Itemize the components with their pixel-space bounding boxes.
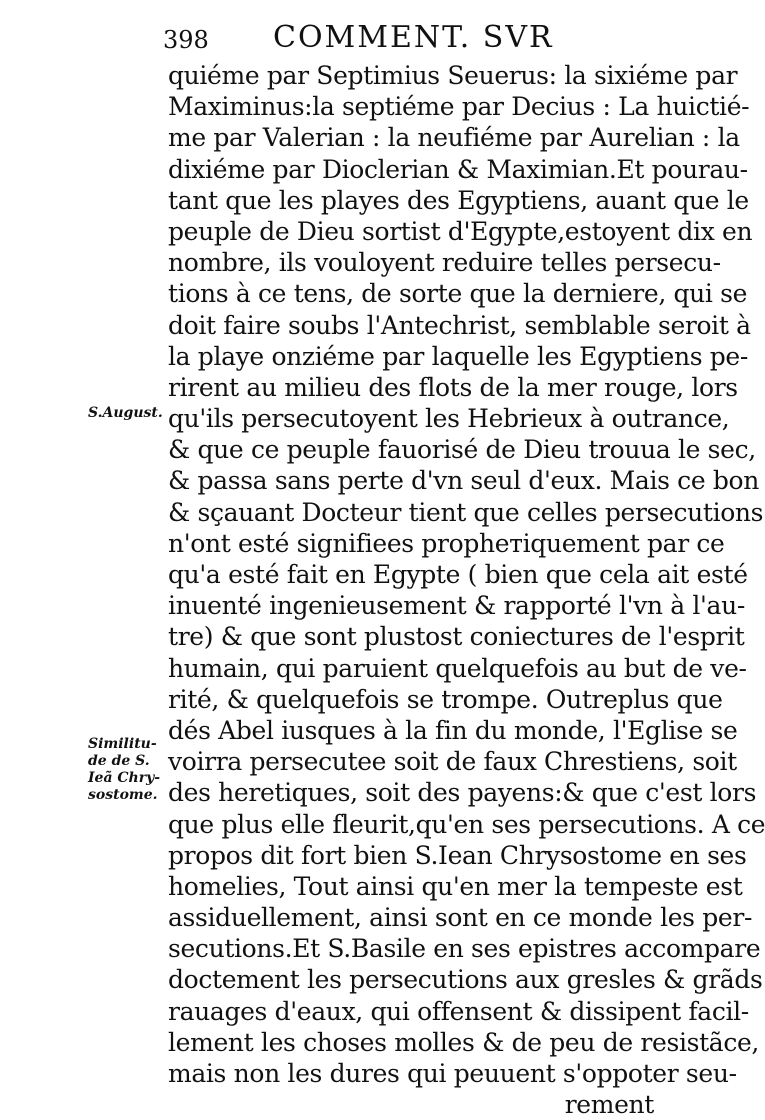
text-line: tions à ce tens, de sorte que la derniere, qui se bbox=[168, 279, 748, 309]
text-line: rauages d'eaux, qui offensent & dissipent facil- bbox=[168, 996, 749, 1026]
text-line: tant que les playes des Egyptiens, auant que le bbox=[168, 185, 749, 215]
text-line: dixiéme par Dioclerian & Maximian.Et pourau- bbox=[168, 154, 748, 184]
margin-note-similitude bbox=[88, 736, 160, 804]
text-line: que plus elle fleurit,qu'en ses persecutions. A ce bbox=[168, 809, 765, 839]
page-number: 398 bbox=[163, 26, 209, 54]
text-line: Maximinus:la septiéme par Decius : La huictié- bbox=[168, 92, 750, 122]
text-line: n'ont esté signifiees propheтiquement par ce bbox=[168, 528, 725, 558]
text-line: doit faire soubs l'Antechrist, semblable seroit à bbox=[168, 310, 751, 340]
text-line: peuple de Dieu sortist d'Egypte,estoyent dix en bbox=[168, 216, 753, 246]
text-line: dés Abel iusques à la fin du monde, l'Eglise se bbox=[168, 715, 738, 745]
body-text bbox=[168, 60, 765, 1120]
margin-note-line: Similitu- bbox=[88, 736, 157, 752]
text-line: rité, & quelquefois se trompe. Outreplus que bbox=[168, 684, 723, 714]
text-line: inuenté ingenieusement & rapporté l'vn à l'au- bbox=[168, 591, 745, 621]
margin-note-line: S.August. bbox=[88, 405, 163, 421]
text-line: lement les choses molles & de peu de resistãce, bbox=[168, 1027, 760, 1057]
running-title: COMMENT. SVR bbox=[273, 20, 554, 55]
margin-note-line: sostome. bbox=[88, 787, 158, 803]
text-line: homelies, Tout ainsi qu'en mer la tempeste est bbox=[168, 871, 743, 901]
text-line: voirra persecutee soit de faux Chrestiens, soit bbox=[168, 747, 737, 777]
text-line: rirent au milieu des flots de la mer rouge, lors bbox=[168, 372, 738, 402]
text-line: quiéme par Septimius Seuerus: la sixiéme par bbox=[168, 61, 738, 90]
margin-note-line: de de S. bbox=[88, 753, 150, 769]
text-line: assiduellement, ainsi sont en ce monde les per- bbox=[168, 903, 753, 933]
running-header bbox=[163, 18, 653, 58]
text-line: mais non les dures qui peuuent s'oppoter seu- bbox=[168, 1059, 737, 1088]
text-line: nombre, ils vouloyent reduire telles persecu- bbox=[168, 248, 721, 278]
text-line: tre) & que sont plustost coniectures de l'esprit bbox=[168, 622, 745, 652]
text-line: qu'ils persecutoyent les Hebrieux à outrance, bbox=[168, 404, 730, 434]
text-line: doctement les persecutions aux gresles & grãds bbox=[168, 965, 763, 995]
text-line: & que ce peuple fauorisé de Dieu trouua le sec, bbox=[168, 435, 756, 465]
text-line: & sçauant Docteur tient que celles persecutions bbox=[168, 497, 764, 527]
text-line: des heretiques, soit des payens:& que c'est lors bbox=[168, 778, 757, 808]
margin-note-line: Ieã Chry- bbox=[88, 770, 161, 786]
text-line: secutions.Et S.Basile en ses epistres accompare bbox=[168, 934, 761, 964]
text-line: & passa sans perte d'vn seul d'eux. Mais ce bon bbox=[168, 466, 759, 496]
text-line: propos dit fort bien S.Iean Chrysostome en ses bbox=[168, 840, 747, 870]
text-line: qu'a esté fait en Egypte ( bien que cela ait esté bbox=[168, 560, 748, 589]
margin-note-augustine bbox=[88, 405, 163, 422]
text-line: me par Valerian : la neufiéme par Aurelian : la bbox=[168, 123, 740, 153]
text-line: la playe onziéme par laquelle les Egyptiens pe- bbox=[168, 341, 748, 371]
text-line: humain, qui paruient quelquefois au but de ve- bbox=[168, 653, 747, 683]
catchword: rement bbox=[564, 1090, 654, 1120]
